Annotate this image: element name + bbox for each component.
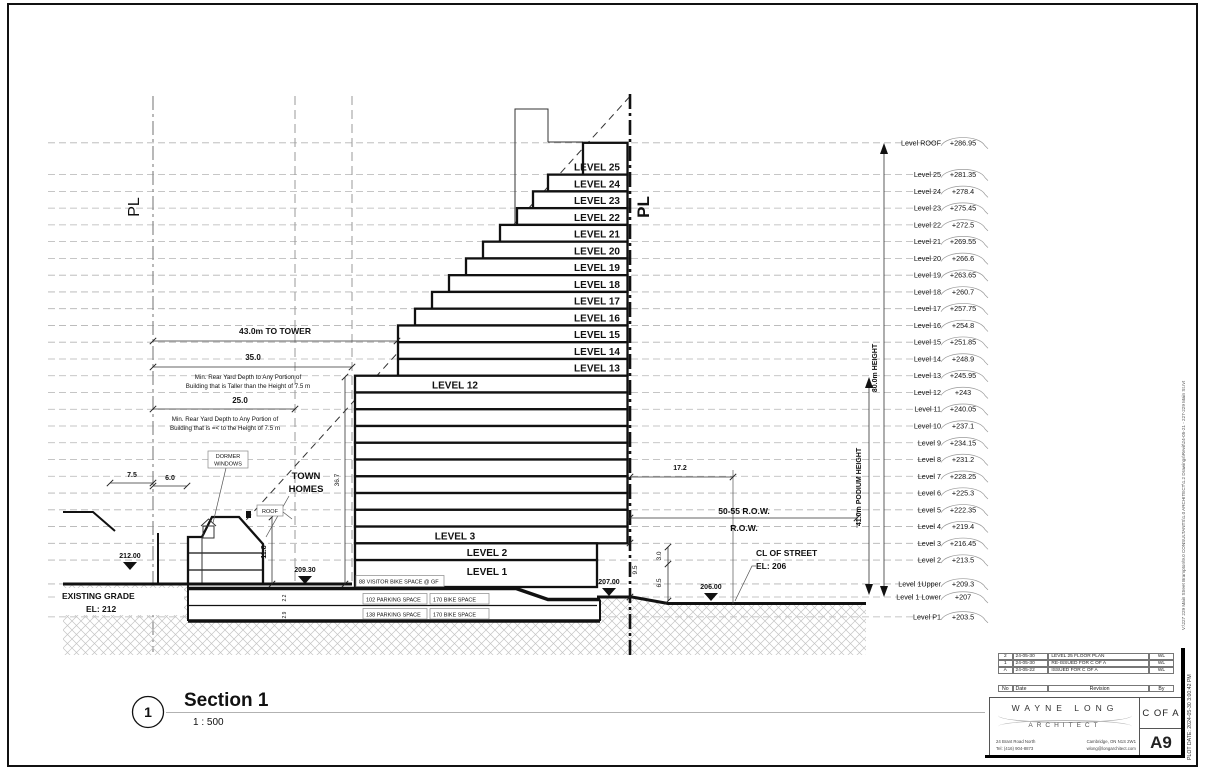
rev-col-date: Date [1013,685,1049,692]
tower-floor-label: LEVEL 25 [574,162,620,174]
level-elevation: +228.25 [949,471,977,481]
level-name: Level 5 [917,505,941,515]
tower-floor-label: LEVEL 23 [574,196,620,208]
townhomes [63,511,263,584]
level-elevation: +222.35 [949,505,977,515]
tower-floor-label: LEVEL 17 [574,296,620,308]
level-name: Level 4 [917,522,941,532]
level-elevation: +248.9 [951,354,975,364]
level-elevation: +207 [954,592,972,602]
level-name: Level 15 [913,337,941,347]
dim-7-5-label: 7.5 [127,472,137,479]
revision-row [998,660,1174,667]
arrow-down-icon [880,586,888,597]
level-elevation: +266.6 [951,253,975,263]
roof-leader [283,512,292,519]
level-elevation: +286.95 [949,138,977,148]
arrow-down-icon [865,584,873,595]
level-elevation: +251.85 [949,337,977,347]
p1-bike-label: 170 BIKE SPACE [433,597,477,604]
heavy-border-bottom [985,755,1185,758]
note-35-line2: Building that is Taller than the Height of 7.5 m [185,383,311,390]
level-name: Level 1Upper [898,579,941,589]
level-name: Level 24 [913,186,941,196]
level-elevation: +209.3 [951,579,975,589]
tower-floor-label: LEVEL 24 [574,179,620,191]
firm-logo-box [989,697,1141,757]
title-block [985,650,1185,760]
podium-floor [355,476,628,493]
view-title-text: Section 1 [184,690,269,711]
dim-9-5-label: 9.5 [632,565,639,575]
level-name: Level ROOF [901,138,941,148]
level-elevation: +203.5 [951,612,975,622]
height-80-label: 80.0m HEIGHT [872,343,879,393]
tower-floor-label: LEVEL 13 [574,363,620,375]
canopy [63,512,115,531]
dim-25-label: 25.0 [232,396,248,405]
tower-floor-label: LEVEL 20 [574,246,620,258]
firm-tel: Tel: (416) 904-8873 [996,745,1034,751]
level-name: Level 8 [917,455,941,465]
dormer-label1: DORMER [215,454,241,460]
sheet-number: A9 [1139,728,1183,757]
level-name: Level 16 [913,320,941,330]
level-name: Level 13 [913,371,941,381]
roof-label: ROOF [262,509,278,515]
chimney [246,511,251,518]
dim-36-7-label: 36.7 [334,473,341,487]
revision-table-header [998,685,1174,692]
existing-grade-label: EXISTING GRADE [62,591,135,601]
level-name: Level 7 [917,471,941,481]
p1-parking-label: 102 PARKING SPACE [366,597,421,604]
spot-el-marker-icon [602,588,616,596]
podium-floor [355,493,628,510]
dim-2-9-label: 2.9 [282,611,288,619]
tower-floor-label: LEVEL 21 [574,229,620,241]
p2-parking-label: 138 PARKING SPACE [366,612,421,619]
tower-floor-label: LEVEL 16 [574,313,620,325]
dim-6-5-label: 6.5 [656,578,663,588]
level2-label: LEVEL 2 [466,548,508,560]
view-scale: 1 : 500 [193,717,224,728]
note-25-line2: Building that is =< to the Height of 7.5 m [169,425,281,432]
level-elevation: +219.4 [951,522,975,532]
revision-cell: ISSUED FOR C OF A [1048,667,1148,674]
level-elevation: +234.15 [949,438,977,448]
firm-street: 24 Brant Road North [996,739,1036,745]
dim-11-8-label: 11.8 [261,545,268,559]
dim-3-0-label: 3.0 [656,551,663,561]
town-homes-label1: TOWN [291,471,321,482]
level-name: Level 9 [917,438,941,448]
level-elevation: +272.5 [951,220,975,230]
note-35-line1: Min. Rear Yard Depth to Any Portion of [194,374,302,381]
revision-cell: 1 [998,660,1013,667]
row-label2: R.O.W. [730,523,758,533]
podium-41-label: 41.0m PODIUM HEIGHT [856,447,863,527]
rev-col-by: By [1149,685,1174,692]
revision-cell: 24-05-30 [1013,660,1049,667]
tower-floor-label: LEVEL 19 [574,263,620,275]
visitor-bike-label: 88 VISITOR BIKE SPACE @ GF [359,579,439,586]
dormer-label2: WINDOWS [214,461,242,468]
level-name: Level 18 [913,287,941,297]
level-name: Level 3 [917,538,941,548]
firm-address-right [1087,739,1136,752]
level-name: Level 20 [913,253,941,263]
level-elevation: +243 [954,387,972,397]
podium-floor [355,510,628,527]
townhome-outline [188,517,263,584]
level-elevation: +278.4 [951,186,975,196]
level-name: Level 2 [917,555,941,565]
revision-cell: 24-05-30 [1013,653,1049,660]
dim-35-label: 35.0 [245,353,261,362]
firm-address [996,739,1136,752]
dim-6-0-label: 6.0 [165,475,175,482]
level-elevation: +254.8 [951,320,975,330]
podium-floor-label: LEVEL 12 [432,380,478,392]
level-elevation: +245.95 [949,371,977,381]
revision-cell: A [998,667,1013,674]
firm-address-left [996,739,1035,752]
pl-label-right: PL [634,196,653,218]
level-elevation: +263.65 [949,270,977,280]
podium-floor [355,409,628,426]
level-elevation: +231.2 [951,455,975,465]
level-name: Level 11 [914,404,941,414]
level-name: Level 17 [913,304,941,314]
dim-2-2-label: 2.2 [282,594,288,602]
existing-grade-el: EL: 212 [86,604,117,614]
tower-floor-label: LEVEL 15 [574,330,620,342]
spot-el-marker-icon [704,593,718,601]
level-elevation: +240.05 [949,404,977,414]
plot-date-stamp: PLOT DATE: 2024-05-30 3:00:42 PM [1187,674,1193,760]
town-homes-leader [266,496,289,537]
level-name: Level 6 [917,488,941,498]
level-name: Level 1 Lower [896,592,941,602]
tower [355,143,628,587]
dim-43-label: 43.0m TO TOWER [239,326,311,336]
level-name: Level P1 [913,612,941,622]
level-elevation: +216.45 [949,538,977,548]
note-25-line1: Min. Rear Yard Depth to Any Portion of [171,416,279,423]
level-elevation: +260.7 [951,287,975,297]
revision-row [998,653,1174,660]
heavy-border-right [1181,648,1185,758]
view-number: 1 [144,704,152,720]
level-elevation: +281.35 [949,170,977,180]
cl-street-el: EL: 206 [756,561,787,571]
file-path-stamp: V:\227 229 Main Street Brampton\9.0 CONSULTANTS\1.0 ARCHITECT\1.2 Drawings\Revit\24-05-21 - 227-229 Main St.rvt [1181,380,1186,630]
spot-el-marker-icon [123,562,137,570]
podium-floor [355,376,628,393]
level1-label: LEVEL 1 [466,567,508,578]
level-elevation: +275.45 [949,203,977,213]
tower-floor-label: LEVEL 14 [574,346,620,358]
town-homes-label2: HOMES [288,484,324,495]
arrow-up-icon [880,143,888,154]
level-elevation: +213.5 [951,555,975,565]
cl-street-leader [735,566,756,601]
firm-city: Cambridge, ON N1S 2W1 [1086,739,1136,745]
podium-floor [355,443,628,460]
spot-el-206: 206.00 [700,584,722,591]
revision-row [998,667,1174,674]
firm-email: wlong@longarchitect.com [1086,745,1136,751]
podium-floor [355,392,628,409]
podium-floor-label: LEVEL 3 [434,531,476,543]
level-name: Level 23 [913,203,941,213]
firm-title: ARCHITECT [1028,722,1102,729]
level-elevation: +257.75 [949,304,977,314]
level-name: Level 22 [913,220,941,230]
level-elevation: +225.3 [951,488,975,498]
revision-cell: WL [1149,667,1174,674]
level-elevation: +237.1 [951,421,975,431]
issue-label: C OF A [1139,697,1183,730]
spot-el-212: 212.00 [119,553,141,560]
podium-floor [355,527,628,544]
dim-17-2-label: 17.2 [673,465,687,472]
revision-cell: 2 [998,653,1013,660]
spot-el-207: 207.00 [598,579,620,586]
rev-col-revision: Revision [1048,685,1148,692]
spot-el-209-3: 209.30 [294,567,316,574]
revision-cell: WL [1149,653,1174,660]
level-name: Level 21 [913,237,941,247]
level-name: Level 14 [913,354,941,364]
p2-bike-label: 170 BIKE SPACE [433,612,477,619]
podium-floor [355,460,628,477]
rev-col-no: No [998,685,1013,692]
revision-cell: 24-05-22 [1013,667,1049,674]
level-elevation: +269.55 [949,237,977,247]
tower-floor-label: LEVEL 18 [574,279,620,291]
revision-cell: LEVEL 25 FLOOR PLAN [1048,653,1148,660]
revision-cell: RE-ISSUED FOR C OF A [1048,660,1148,667]
view-title [133,690,986,728]
level-name: Level 25 [913,170,941,180]
row-label: 50-55 R.O.W. [718,506,770,516]
level-name: Level 19 [913,270,941,280]
level-name: Level 10 [913,421,941,431]
revision-cell: WL [1149,660,1174,667]
cl-street-label: CL OF STREET [756,548,818,558]
tower-floor-label: LEVEL 22 [574,212,620,224]
podium-floor [355,426,628,443]
firm-name: WAYNE LONG [1011,703,1119,713]
pl-label-left: PL [126,197,143,217]
level-name: Level 12 [913,387,941,397]
